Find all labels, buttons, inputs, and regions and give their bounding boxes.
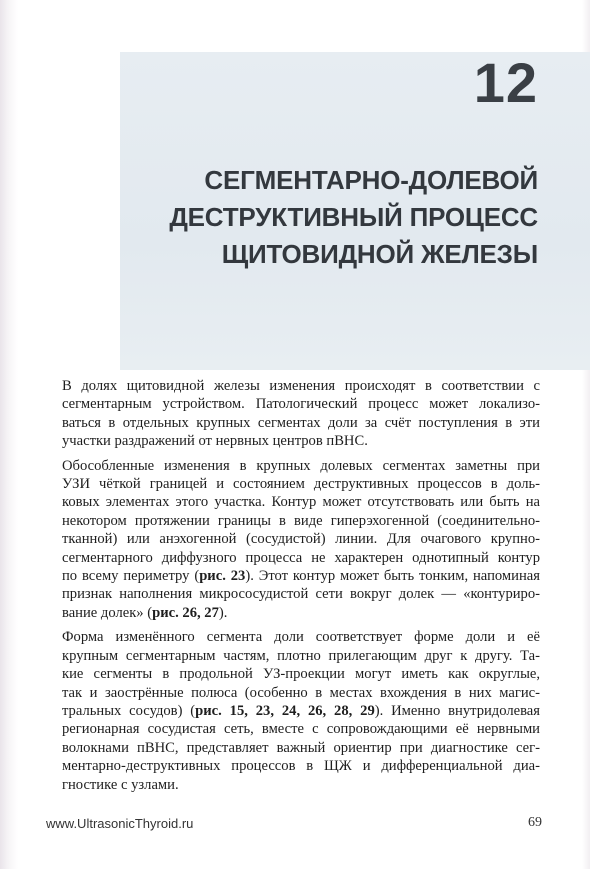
text-line: [62, 604, 540, 622]
text-line: В долях щитовидной железы изменения происходят в соответствии с: [62, 378, 540, 394]
chapter-title-line: ЩИТОВИДНОЙ ЖЕЛЕЗЫ: [221, 239, 538, 269]
paragraph-3: [62, 628, 540, 794]
chapter-number: 12: [473, 51, 538, 114]
chapter-title-line: ДЕСТРУКТИВНЫЙ ПРОЦЕСС: [169, 202, 538, 232]
figure-ref: рис. 26, 27: [152, 604, 219, 621]
text-fragment: по всему периметру (: [62, 568, 200, 585]
figure-ref: рис. 15, 23, 24, 26, 28, 29: [195, 702, 375, 719]
text-line: так и заострённые полюса (особенно в местах вхождения в них магис-: [62, 684, 540, 701]
text-line: волокнами пВНС, представляет важный ориентир при диагностике сег-: [62, 739, 540, 756]
text-line: [62, 702, 540, 720]
page-number: 69: [528, 815, 542, 830]
text-line: ковых элементах этого участка. Контур может отсутствовать или быть на: [62, 494, 540, 511]
text-line: крупным сегментарным частям, плотно прилегающим друг к другу. Та-: [62, 647, 540, 664]
chapter-title-line: СЕГМЕНТАРНО-ДОЛЕВОЙ: [204, 165, 538, 195]
text-line: признак наполнения микрососудистой сети вокруг долек — «контуриро-: [62, 586, 540, 603]
paragraph-2: [62, 457, 540, 623]
text-line: тканной) или анэхогенной (сосудистой) линии. Для очагового крупно-: [62, 531, 540, 548]
text-line: ваться в отдельных крупных сегментах доли за счёт поступления в эти: [62, 414, 540, 431]
text-line: некотором протяжении границы в виде гиперэхогенной (соединительно-: [62, 512, 540, 529]
paragraph-1: [62, 377, 540, 451]
text-line: Обособленные изменения в крупных долевых сегментах заметны при: [62, 457, 540, 474]
text-fragment: вание долек» (: [62, 604, 153, 621]
text-line: сегментарным устройством. Патологический процесс может локализо-: [62, 396, 540, 413]
chapter-title: [138, 162, 538, 273]
text-line: сегментарного диффузного процесса не характерен однотипный контур: [62, 549, 540, 566]
text-line: УЗИ чёткой границей и состоянием деструктивных процессов в доль-: [62, 476, 540, 493]
body-text: [62, 377, 540, 800]
text-line: кие сегменты в продольной УЗ-проекции могут иметь как округлые,: [62, 666, 540, 683]
text-line: ментарно-деструктивных процессов в ЩЖ и дифференциальной диа-: [62, 758, 540, 775]
text-line: Форма изменённого сегмента доли соответствует форме доли и её: [62, 629, 540, 646]
text-fragment: ).: [218, 604, 228, 621]
text-fragment: ). Этот контур может быть тонким, напоминая: [245, 568, 540, 585]
text-line: [62, 567, 540, 585]
text-line: регионарная сосудистая сеть, вместе с сопровождающими её нервными: [62, 721, 540, 738]
text-line: гностике с узлами.: [62, 776, 179, 793]
figure-ref: рис. 23: [199, 568, 246, 585]
footer-url: www.UltrasonicThyroid.ru: [46, 816, 194, 831]
text-fragment: тральных сосудов) (: [62, 702, 196, 719]
text-line: участки раздражений от нервных центров пВНС.: [62, 433, 368, 450]
text-fragment: ). Именно внутридолевая: [374, 702, 540, 719]
